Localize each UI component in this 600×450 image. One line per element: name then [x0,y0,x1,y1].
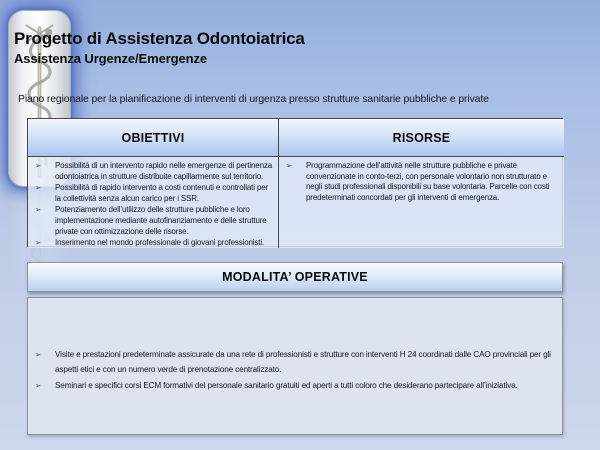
obiettivi-cell [28,157,279,248]
objectives-resources-table [27,118,563,247]
list-item-text: Programmazione dell’attività nelle strutture pubbliche e private convenzionate in conto-terzi, con personale volontario non strutturato e negli studi professionali disponibili su base volontaria. Parcelle con costi predeterminati concordati per gli interventi di emergenza. [306,161,550,202]
operative-box [27,297,563,435]
risorse-list [284,161,559,203]
page-title: Progetto di Assistenza Odontoiatrica [14,29,305,48]
page-subtitle: Assistenza Urgenze/Emergenze [14,51,207,67]
list-item-text: Potenziamento dell’utilizzo delle strutture pubbliche e loro implementazione mediante autofinanziamento e delle strutture private con ottimizzazione delle risorse. [55,205,267,236]
bullet-arrow-icon: ➢ [35,238,42,248]
bullet-arrow-icon: ➢ [35,161,42,170]
list-item-text: Possibilità di un intervento rapido nelle emergenze di pertinenza odontoiatrica in strutture distribuite capillarmente sul territorio. [55,161,273,181]
obiettivi-list [33,161,273,248]
list-item [33,205,273,237]
bullet-arrow-icon: ➢ [35,380,42,390]
list-item [284,161,559,203]
modalita-operative-header: MODALITA’ OPERATIVE [27,262,563,292]
list-item-text: Possibilità di rapido intervento a costi contenuti e controllati per la collettività senza alcun carico per i SSR. [55,183,269,203]
list-item [33,238,273,248]
list-item [33,161,273,182]
list-item-text: Inserimento nel mondo professionale di giovani professionisti. [55,238,265,248]
bullet-arrow-icon: ➢ [35,205,42,215]
list-item-text: Seminari e specifici corsi ECM formativi del personale sanitario gratuiti ed aperti a tutti coloro che desiderano partecipare all’iniziativa. [55,380,518,390]
list-item-text: Visite e prestazioni predeterminate assicurate da una rete di professionisti e strutture con interventi H 24 coordinati dalle CAO provinciali per gli aspetti etici e con un numero verde di prenotazione centralizzato. [55,350,551,374]
tagline: Piano regionale per la pianificazione di interventi di urgenza presso strutture sanitarie pubbliche e private [18,94,489,105]
title-block [14,29,574,68]
list-item [33,183,273,204]
bullet-arrow-icon: ➢ [286,161,293,170]
bullet-arrow-icon: ➢ [35,183,42,193]
table-header-risorse: RISORSE [279,119,564,157]
risorse-cell [279,157,564,248]
table-header-obiettivi: OBIETTIVI [28,119,279,157]
list-item [33,379,554,394]
bullet-arrow-icon: ➢ [35,350,42,359]
list-item [33,348,554,378]
operative-list [33,348,554,393]
